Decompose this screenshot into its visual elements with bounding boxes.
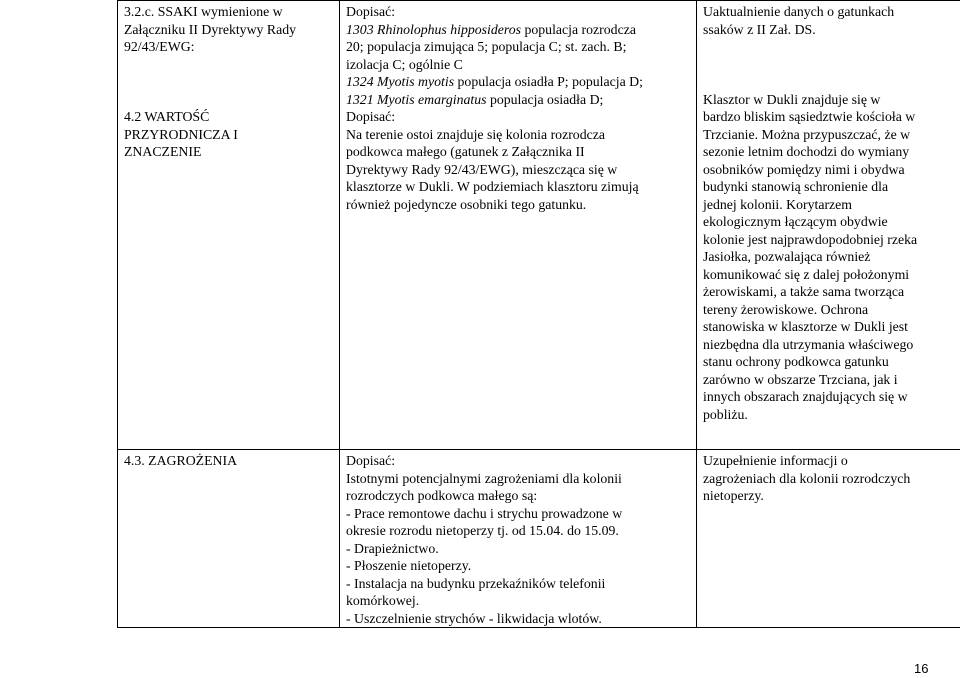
justification-line: pobliżu. [703,406,957,424]
section-heading-line: Załączniku II Dyrektywy Rady [124,21,334,39]
species-line: izolacja C; ogólnie C [346,56,691,74]
change-text-line: - Drapieżnictwo. [346,540,691,558]
justification-line: innych obszarach znajdujących się w [703,388,957,406]
justification-line: sezonie letnim dochodzi do wymiany [703,143,957,161]
change-label: Dopisać: [346,3,691,21]
justification-cell [697,1,960,450]
section-cell [118,1,340,450]
change-cell [340,1,697,450]
change-text-line: klasztorze w Dukli. W podziemiach klasztoru zimują [346,178,691,196]
change-text-line: rozrodczych podkowca małego są: [346,487,691,505]
page-number: 16 [914,660,928,678]
change-text-line: - Prace remontowe dachu i strychu prowadzone w [346,505,691,523]
justification-line: budynki stanowią schronienie dla [703,178,957,196]
justification-line: zarówno w obszarze Trzciana, jak i [703,371,957,389]
section-heading-line: 4.3. ZAGROŻENIA [124,452,334,470]
justification-line: żerowiskami, a także sama tworząca [703,283,957,301]
species-line [346,73,691,91]
justification-line: Klasztor w Dukli znajduje się w [703,91,957,109]
justification-line: niezbędna dla utrzymania właściwego [703,336,957,354]
justification-line: stanu ochrony podkowca gatunku [703,353,957,371]
species-details: populacja osiadła P; populacja D; [454,74,643,89]
justification-line: Uzupełnienie informacji o [703,452,957,470]
change-text-line: podkowca małego (gatunek z Załącznika II [346,143,691,161]
justification-line: tereny żerowiskowe. Ochrona [703,301,957,319]
table-row [118,1,960,450]
justification-line: Jasiołka, pozwalająca również [703,248,957,266]
species-details: populacja osiadła D; [487,92,604,107]
changes-table [117,0,960,628]
section-heading-line: 92/43/EWG: [124,38,334,56]
justification-line: Trzcianie. Można przypuszczać, że w [703,126,957,144]
justification-line: Uaktualnienie danych o gatunkach [703,3,957,21]
change-label: Dopisać: [346,108,691,126]
change-text-line: Na terenie ostoi znajduje się kolonia rozrodcza [346,126,691,144]
justification-line: jednej kolonii. Korytarzem [703,196,957,214]
justification-line: zagrożeniach dla kolonii rozrodczych [703,470,957,488]
species-line [346,21,691,39]
change-text-line: Istotnymi potencjalnymi zagrożeniami dla kolonii [346,470,691,488]
change-text-line: - Instalacja na budynku przekaźników telefonii [346,575,691,593]
justification-line: ssaków z II Zał. DS. [703,21,957,39]
change-text-line: komórkowej. [346,592,691,610]
justification-line: bardzo bliskim sąsiedztwie kościoła w [703,108,957,126]
section-heading-line: 3.2.c. SSAKI wymienione w [124,3,334,21]
change-label: Dopisać: [346,452,691,470]
section-heading-line: 4.2 WARTOŚĆ [124,108,334,126]
species-line: 20; populacja zimująca 5; populacja C; st. zach. B; [346,38,691,56]
change-text-line: również pojedyncze osobniki tego gatunku. [346,196,691,214]
justification-line: stanowiska w klasztorze w Dukli jest [703,318,957,336]
justification-line: nietoperzy. [703,487,957,505]
section-heading-line: PRZYRODNICZA I [124,126,334,144]
section-heading-line: ZNACZENIE [124,143,334,161]
change-cell [340,450,697,628]
change-text-line: Dyrektywy Rady 92/43/EWG), mieszcząca się w [346,161,691,179]
species-code-name: 1321 Myotis emarginatus [346,92,487,107]
change-text-line: okresie rozrodu nietoperzy tj. od 15.04. do 15.09. [346,522,691,540]
justification-line: osobników pomiędzy nimi i obydwa [703,161,957,179]
justification-cell [697,450,960,628]
justification-line: kolonie jest najprawdopodobniej rzeka [703,231,957,249]
species-line [346,91,691,109]
species-details: populacja rozrodcza [521,22,636,37]
justification-line: komunikować się z dalej położonymi [703,266,957,284]
justification-line: ekologicznym łączącym obydwie [703,213,957,231]
species-code-name: 1303 Rhinolophus hipposideros [346,22,521,37]
table-row [118,450,960,628]
change-text-line: - Płoszenie nietoperzy. [346,557,691,575]
section-cell [118,450,340,628]
change-text-line: - Uszczelnienie strychów - likwidacja wlotów. [346,610,691,628]
species-code-name: 1324 Myotis myotis [346,74,454,89]
